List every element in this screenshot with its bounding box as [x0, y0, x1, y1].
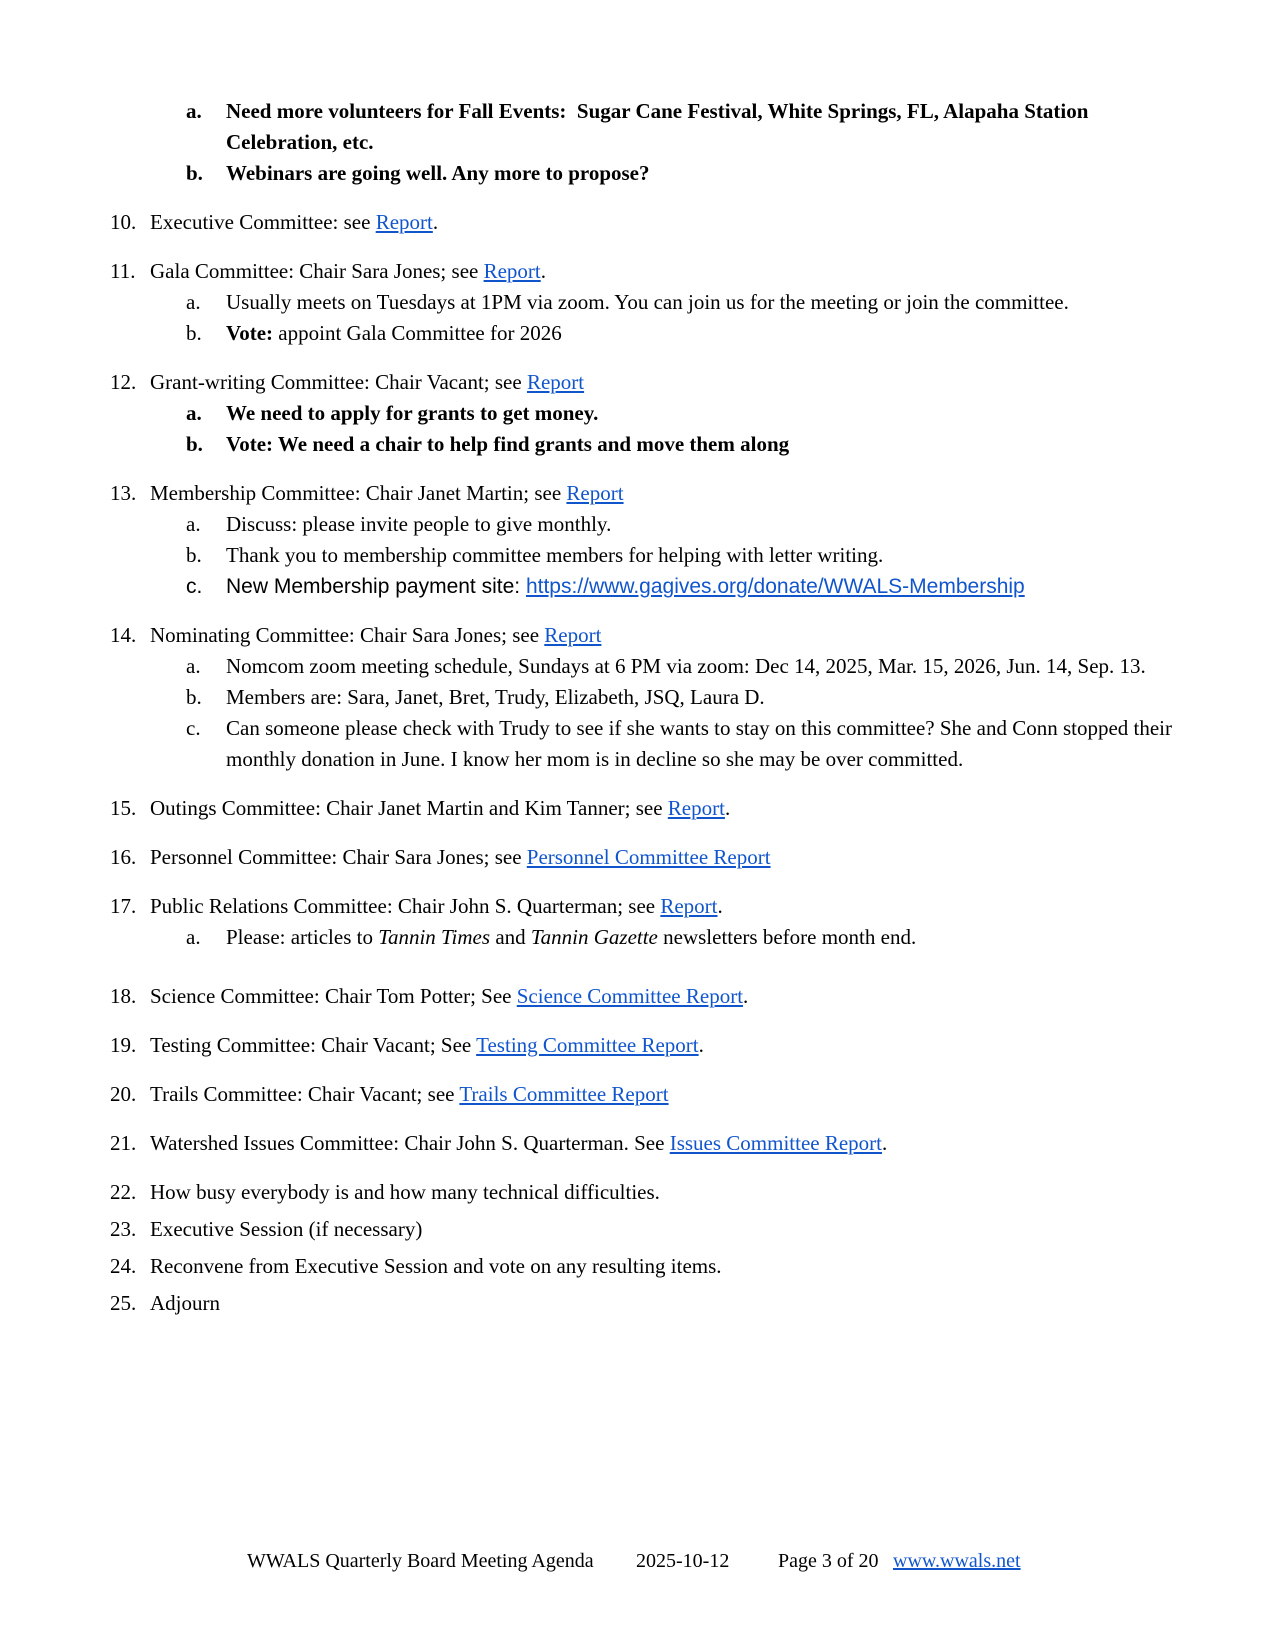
agenda-item [110, 1251, 1190, 1282]
text-segment: Trails Committee: Chair Vacant; see [150, 1082, 460, 1106]
list-marker: 14. [110, 623, 137, 647]
list-marker: 21. [110, 1131, 137, 1155]
item-text [226, 682, 1190, 713]
item-text [150, 207, 1190, 238]
text-segment: . [540, 259, 546, 283]
footer-doc-title: WWALS Quarterly Board Meeting Agenda [247, 1550, 594, 1572]
text-segment: . [698, 1033, 704, 1057]
outings-report-link[interactable]: Report [667, 796, 725, 820]
agenda-item [110, 620, 1190, 651]
list-marker: b. [186, 685, 202, 709]
list-marker: 10. [110, 210, 137, 234]
agenda-item [110, 1128, 1190, 1159]
text-segment: We need to apply for grants to get money. [226, 401, 599, 425]
item-text [150, 1214, 1190, 1245]
agenda-item [110, 1288, 1190, 1319]
page-footer [0, 1549, 1275, 1580]
item-text [150, 478, 1190, 509]
list-marker: 15. [110, 796, 137, 820]
text-segment: Outings Committee: Chair Janet Martin and Kim Tanner; see [150, 796, 668, 820]
text-segment: Executive Session (if necessary) [150, 1217, 423, 1241]
footer-website-link[interactable]: www.wwals.net [893, 1550, 1021, 1572]
list-marker: 23. [110, 1217, 137, 1241]
list-marker: c. [186, 716, 201, 740]
item-text [150, 981, 1190, 1012]
text-segment: . [717, 894, 723, 918]
text-segment: Usually meets on Tuesdays at 1PM via zoom. You can join us for the meeting or join the committee. [226, 290, 1069, 314]
item-text [150, 620, 1190, 651]
item-text [226, 318, 1190, 349]
item-text [226, 287, 1190, 318]
agenda-item [110, 1177, 1190, 1208]
public-relations-report-link[interactable]: Report [660, 894, 718, 918]
agenda-subitem [186, 571, 1190, 602]
list-marker: 20. [110, 1082, 137, 1106]
membership-payment-link[interactable]: https://www.gagives.org/donate/WWALS-Membership [525, 575, 1025, 598]
item-text [226, 571, 1190, 602]
agenda-item [110, 207, 1190, 238]
text-segment: Adjourn [150, 1291, 220, 1315]
text-segment: Science Committee: Chair Tom Potter; See [150, 984, 517, 1008]
text-segment: Thank you to membership committee members for helping with letter writing. [226, 543, 884, 567]
gala-report-link[interactable]: Report [483, 259, 541, 283]
list-marker: c. [186, 575, 203, 598]
text-segment: Nomcom zoom meeting schedule, Sundays at 6 PM via zoom: Dec 14, 2025, Mar. 15, 2026, Jun. 14, Sep. 13. [226, 654, 1146, 678]
item-text [226, 922, 1190, 953]
item-text [226, 429, 1190, 460]
agenda-item [110, 793, 1190, 824]
text-segment: Members are: Sara, Janet, Bret, Trudy, Elizabeth, JSQ, Laura D. [226, 685, 765, 709]
list-marker: 25. [110, 1291, 137, 1315]
list-marker: a. [186, 925, 201, 949]
item-text [150, 793, 1190, 824]
agenda-item [110, 1214, 1190, 1245]
agenda-subitem [186, 158, 1190, 189]
science-report-link[interactable]: Science Committee Report [516, 984, 744, 1008]
footer-date: 2025-10-12 [636, 1550, 730, 1572]
text-segment: Reconvene from Executive Session and vote on any resulting items. [150, 1254, 722, 1278]
list-marker: 22. [110, 1180, 137, 1204]
agenda-subitem [186, 398, 1190, 429]
list-marker: a. [186, 290, 201, 314]
item-text [150, 1030, 1190, 1061]
agenda-list [110, 96, 1190, 1319]
text-segment: and [490, 925, 531, 949]
list-marker: b. [186, 321, 202, 345]
list-marker: 17. [110, 894, 137, 918]
text-segment: . [724, 796, 731, 820]
text-segment: Tannin Gazette [530, 925, 658, 949]
text-segment: . [432, 210, 439, 234]
agenda-item [110, 256, 1190, 287]
trails-report-link[interactable]: Trails Committee Report [459, 1082, 669, 1106]
agenda-subitem [186, 713, 1190, 775]
text-segment: Testing Committee: Chair Vacant; See [150, 1033, 477, 1057]
agenda-item [110, 1030, 1190, 1061]
item-text [150, 1251, 1190, 1282]
item-text [150, 842, 1190, 873]
agenda-subitem [186, 318, 1190, 349]
agenda-item [110, 981, 1190, 1012]
text-segment: . [882, 1131, 888, 1155]
list-marker: a. [186, 654, 201, 678]
agenda-item [110, 891, 1190, 922]
item-text [150, 891, 1190, 922]
text-segment: Grant-writing Committee: Chair Vacant; see [150, 370, 527, 394]
text-segment: newsletters before month end. [657, 925, 917, 949]
list-marker: b. [186, 543, 202, 567]
membership-report-link[interactable]: Report [566, 481, 624, 505]
footer-page-number: Page 3 of 20 [778, 1550, 879, 1572]
item-text [226, 96, 1190, 158]
list-marker: 19. [110, 1033, 137, 1057]
agenda-subitem [186, 540, 1190, 571]
text-segment: Public Relations Committee: Chair John S. Quarterman; see [150, 894, 661, 918]
text-segment: Need more volunteers for Fall Events: Sugar Cane Festival, White Springs, FL, Alapaha Station Celebration, etc. [226, 99, 1094, 154]
testing-report-link[interactable]: Testing Committee Report [476, 1033, 699, 1057]
nominating-report-link[interactable]: Report [544, 623, 602, 647]
agenda-subitem [186, 429, 1190, 460]
list-marker: 12. [110, 370, 137, 394]
agenda-subitem [186, 651, 1190, 682]
item-text [150, 1177, 1190, 1208]
agenda-subitem [186, 922, 1190, 953]
item-text [150, 367, 1190, 398]
text-segment: Gala Committee: Chair Sara Jones; see [150, 259, 484, 283]
grant-writing-report-link[interactable]: Report [526, 370, 585, 394]
text-segment: Tannin Times [378, 925, 491, 949]
item-text [226, 398, 1190, 429]
item-text [150, 256, 1190, 287]
agenda-item [110, 1079, 1190, 1110]
agenda-item [110, 842, 1190, 873]
agenda-item [110, 478, 1190, 509]
text-segment: Can someone please check with Trudy to see if she wants to stay on this committee? She and Conn stopped their monthly donation in June. I know her mom is in decline so she may be over committed. [226, 716, 1178, 771]
text-segment: Watershed Issues Committee: Chair John S. Quarterman. See [150, 1131, 670, 1155]
text-segment: New Membership payment site: [226, 575, 526, 598]
text-segment: Nominating Committee: Chair Sara Jones; see [150, 623, 545, 647]
text-segment: Vote: We need a chair to help find grants and move them along [226, 432, 790, 456]
list-marker: a. [186, 99, 202, 123]
list-marker: 11. [110, 259, 136, 283]
agenda-subitem [186, 287, 1190, 318]
item-text [150, 1128, 1190, 1159]
text-segment: Executive Committee: see [150, 210, 376, 234]
item-text [150, 1288, 1190, 1319]
agenda-subitem [186, 682, 1190, 713]
item-text [226, 713, 1190, 775]
item-text [150, 1079, 1190, 1110]
list-marker: a. [186, 512, 201, 536]
executive-report-link[interactable]: Report [375, 210, 433, 234]
text-segment: Webinars are going well. Any more to propose? [226, 161, 650, 185]
agenda-subitem [186, 96, 1190, 158]
list-marker: 16. [110, 845, 137, 869]
item-text [226, 540, 1190, 571]
item-text [226, 651, 1190, 682]
list-marker: 13. [110, 481, 137, 505]
text-segment: Please: articles to [226, 925, 379, 949]
item-text [226, 158, 1190, 189]
personnel-report-link[interactable]: Personnel Committee Report [526, 845, 771, 869]
issues-report-link[interactable]: Issues Committee Report [669, 1131, 883, 1155]
list-marker: 24. [110, 1254, 137, 1278]
text-segment: Personnel Committee: Chair Sara Jones; see [150, 845, 527, 869]
text-segment: How busy everybody is and how many technical difficulties. [150, 1180, 660, 1204]
agenda-item [110, 367, 1190, 398]
list-marker: 18. [110, 984, 137, 1008]
text-segment: Membership Committee: Chair Janet Martin; see [150, 481, 567, 505]
text-segment: Vote: [226, 321, 274, 345]
text-segment: Discuss: please invite people to give monthly. [226, 512, 612, 536]
text-segment: . [743, 984, 749, 1008]
agenda-subitem [186, 509, 1190, 540]
text-segment: appoint Gala Committee for 2026 [273, 321, 562, 345]
item-text [226, 509, 1190, 540]
list-marker: b. [186, 432, 203, 456]
list-marker: b. [186, 161, 203, 185]
list-marker: a. [186, 401, 202, 425]
